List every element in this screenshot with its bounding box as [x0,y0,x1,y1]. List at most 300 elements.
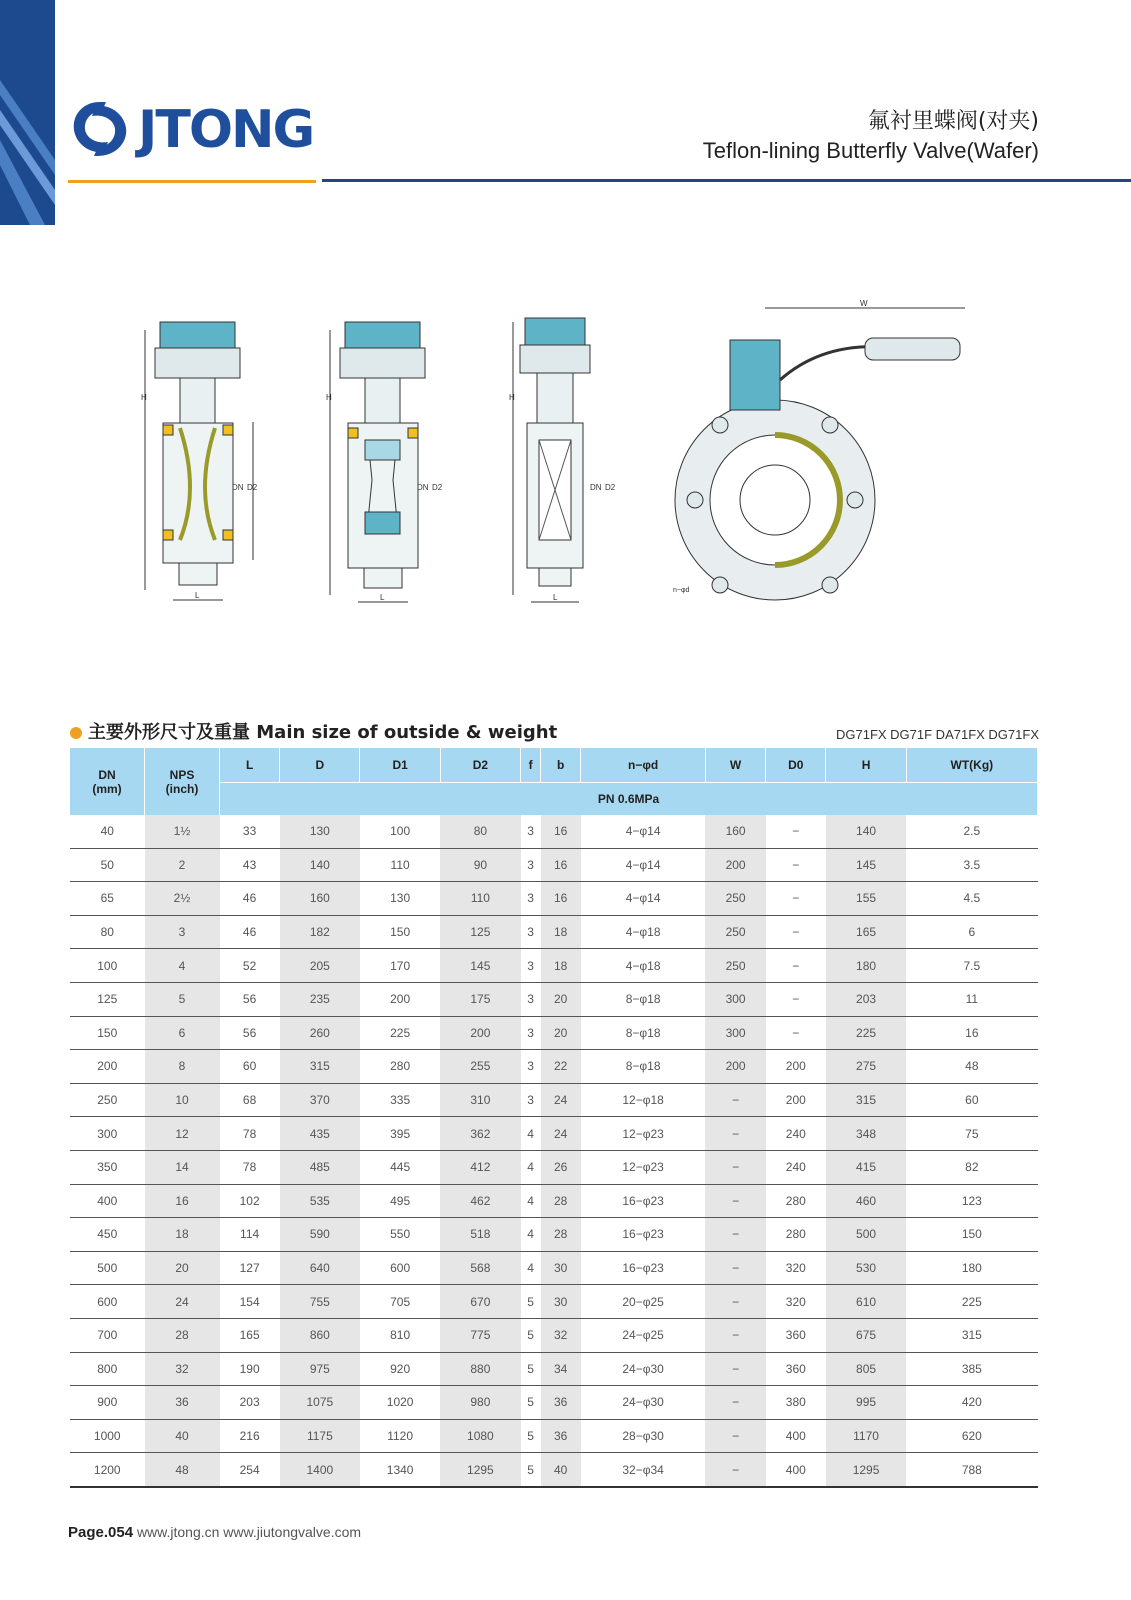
dim-label-d2-1: D2 [247,483,258,492]
table-cell: 225 [826,1016,906,1050]
table-cell: 1½ [145,815,220,848]
table-cell: 370 [280,1083,360,1117]
table-cell: 412 [440,1150,520,1184]
table-cell: 530 [826,1251,906,1285]
table-cell: 4 [521,1117,541,1151]
table-row [70,1050,1038,1084]
table-cell: − [705,1386,765,1420]
table-cell: 28 [541,1184,581,1218]
dim-label-h2: H [326,393,332,402]
table-cell: 400 [70,1184,145,1218]
table-cell: 12−φ23 [581,1117,706,1151]
table-cell: 180 [826,949,906,983]
table-cell: 5 [521,1285,541,1319]
table-cell: 500 [826,1218,906,1252]
table-cell: 123 [906,1184,1037,1218]
table-cell: 2½ [145,882,220,916]
table-cell: 32 [145,1352,220,1386]
table-cell: 1170 [826,1419,906,1453]
table-cell: 12 [145,1117,220,1151]
brand-name: JTONG [138,100,314,160]
dim-label-d2-2: D2 [432,483,443,492]
table-cell: 12−φ18 [581,1083,706,1117]
col-header-w: W [705,748,765,783]
table-cell: 65 [70,882,145,916]
table-cell: 500 [70,1251,145,1285]
table-cell: 315 [826,1083,906,1117]
table-cell: 225 [360,1016,440,1050]
table-cell: 235 [280,982,360,1016]
table-cell: 205 [280,949,360,983]
table-cell: 395 [360,1117,440,1151]
table-row [70,882,1038,916]
table-cell: 30 [541,1285,581,1319]
table-cell: 16 [541,815,581,848]
table-cell: 550 [360,1218,440,1252]
section-heading-text: 主要外形尺寸及重量 Main size of outside & weight [88,722,558,743]
table-cell: − [766,982,826,1016]
dim-label-nd: n−φd [673,587,690,594]
table-cell: − [766,1016,826,1050]
table-cell: 34 [541,1352,581,1386]
table-cell: 30 [541,1251,581,1285]
table-cell: 60 [906,1083,1037,1117]
table-cell: 6 [145,1016,220,1050]
table-cell: 80 [70,915,145,949]
page-number: Page.054 [68,1524,134,1541]
table-cell: 20 [541,982,581,1016]
page-footer [68,1524,361,1541]
table-cell: − [766,882,826,916]
table-cell: 160 [705,815,765,848]
table-cell: 310 [440,1083,520,1117]
col-header-nd: n−φd [581,748,706,783]
table-cell: 154 [220,1285,280,1319]
table-row [70,1453,1038,1487]
table-cell: 18 [541,915,581,949]
table-body [70,815,1038,1487]
table-cell: 16 [145,1184,220,1218]
table-cell: 610 [826,1285,906,1319]
table-cell: 165 [826,915,906,949]
table-cell: 125 [440,915,520,949]
table-cell: 1340 [360,1453,440,1487]
table-cell: 1000 [70,1419,145,1453]
table-cell: 350 [70,1150,145,1184]
table-cell: 145 [440,949,520,983]
table-cell: 150 [906,1218,1037,1252]
table-cell: 975 [280,1352,360,1386]
table-cell: 5 [521,1352,541,1386]
table-row [70,1218,1038,1252]
table-cell: 50 [70,848,145,882]
table-cell: 1295 [826,1453,906,1487]
table-cell: 200 [705,848,765,882]
table-cell: 775 [440,1318,520,1352]
table-cell: 16 [541,882,581,916]
table-row [70,815,1038,848]
table-cell: 82 [906,1150,1037,1184]
table-row [70,915,1038,949]
table-cell: 20−φ25 [581,1285,706,1319]
col-header-d0: D0 [766,748,826,783]
table-cell: − [705,1150,765,1184]
table-cell: 24 [541,1083,581,1117]
table-cell: 100 [70,949,145,983]
table-cell: 8 [145,1050,220,1084]
table-cell: 28−φ30 [581,1419,706,1453]
dim-label-h3: H [509,393,515,402]
table-cell: 24−φ25 [581,1318,706,1352]
table-cell: 675 [826,1318,906,1352]
table-cell: 980 [440,1386,520,1420]
table-cell: − [705,1184,765,1218]
table-cell: 200 [766,1050,826,1084]
table-cell: 80 [440,815,520,848]
table-cell: 300 [705,1016,765,1050]
table-cell: 805 [826,1352,906,1386]
table-cell: 788 [906,1453,1037,1487]
table-cell: 462 [440,1184,520,1218]
table-cell: 535 [280,1184,360,1218]
table-cell: 200 [440,1016,520,1050]
table-cell: 110 [360,848,440,882]
table-cell: 12−φ23 [581,1150,706,1184]
table-cell: 203 [826,982,906,1016]
table-cell: 705 [360,1285,440,1319]
table-cell: 3.5 [906,848,1037,882]
table-cell: − [705,1251,765,1285]
table-cell: 200 [70,1050,145,1084]
table-cell: − [705,1285,765,1319]
col-header-b: b [541,748,581,783]
table-cell: 10 [145,1083,220,1117]
table-cell: 1120 [360,1419,440,1453]
header-rule [322,179,1131,182]
table-cell: 250 [70,1083,145,1117]
table-cell: 110 [440,882,520,916]
table-cell: 385 [906,1352,1037,1386]
table-cell: 600 [70,1285,145,1319]
table-cell: 170 [360,949,440,983]
table-cell: − [705,1218,765,1252]
table-cell: − [705,1083,765,1117]
table-cell: 140 [826,815,906,848]
table-cell: 36 [541,1386,581,1420]
dim-label-l1: L [195,591,200,600]
model-numbers: DG71FX DG71F DA71FX DG71FX [835,727,1039,742]
table-cell: 56 [220,1016,280,1050]
table-cell: 14 [145,1150,220,1184]
table-cell: 203 [220,1386,280,1420]
page-title-en: Teflon-lining Butterfly Valve(Wafer) [702,138,1039,163]
table-cell: 4−φ18 [581,949,706,983]
table-cell: 3 [521,982,541,1016]
table-cell: 568 [440,1251,520,1285]
section-heading [70,718,557,744]
col-header-f: f [521,748,541,783]
table-cell: 1295 [440,1453,520,1487]
table-cell: 114 [220,1218,280,1252]
section-drawing-1 [145,322,253,600]
table-row [70,1150,1038,1184]
table-cell: 20 [145,1251,220,1285]
dimensions-table [70,748,1038,1488]
table-cell: 4 [145,949,220,983]
table-cell: 5 [521,1386,541,1420]
table-row [70,1016,1038,1050]
table-cell: 24 [145,1285,220,1319]
table-cell: 4−φ14 [581,848,706,882]
table-cell: 880 [440,1352,520,1386]
table-cell: 400 [766,1419,826,1453]
table-cell: 400 [766,1453,826,1487]
table-cell: 40 [70,815,145,848]
table-cell: 16−φ23 [581,1218,706,1252]
table-cell: 11 [906,982,1037,1016]
table-cell: 130 [360,882,440,916]
table-cell: 16 [541,848,581,882]
table-cell: 670 [440,1285,520,1319]
table-cell: 445 [360,1150,440,1184]
table-row [70,1318,1038,1352]
table-cell: 275 [826,1050,906,1084]
col-header-d1: D1 [360,748,440,783]
table-row [70,1251,1038,1285]
table-cell: 300 [705,982,765,1016]
table-cell: 315 [280,1050,360,1084]
dim-label-dn3: DN [590,483,602,492]
table-cell: − [705,1318,765,1352]
table-cell: 24−φ30 [581,1352,706,1386]
table-row [70,1083,1038,1117]
dim-label-w: W [860,300,868,308]
table-cell: 260 [280,1016,360,1050]
table-cell: 1400 [280,1453,360,1487]
table-cell: 450 [70,1218,145,1252]
valve-technical-drawings [135,300,995,620]
table-cell: 16−φ23 [581,1251,706,1285]
table-cell: 250 [705,915,765,949]
col-header-d: D [280,748,360,783]
table-cell: 240 [766,1117,826,1151]
table-cell: 3 [521,949,541,983]
table-cell: 4−φ18 [581,915,706,949]
table-cell: 68 [220,1083,280,1117]
table-cell: 32 [541,1318,581,1352]
front-view-drawing [675,308,965,600]
table-cell: 1200 [70,1453,145,1487]
table-cell: 3 [521,815,541,848]
table-cell: 18 [541,949,581,983]
table-cell: 36 [541,1419,581,1453]
table-cell: 460 [826,1184,906,1218]
table-cell: 420 [906,1386,1037,1420]
dim-label-dn2: DN [417,483,429,492]
table-cell: 320 [766,1285,826,1319]
table-cell: 18 [145,1218,220,1252]
table-row [70,1386,1038,1420]
table-cell: 130 [280,815,360,848]
table-cell: 200 [705,1050,765,1084]
table-cell: 5 [521,1419,541,1453]
table-cell: 216 [220,1419,280,1453]
table-cell: 48 [145,1453,220,1487]
table-cell: − [705,1453,765,1487]
table-cell: 127 [220,1251,280,1285]
table-cell: 920 [360,1352,440,1386]
table-cell: 8−φ18 [581,1016,706,1050]
table-cell: 28 [541,1218,581,1252]
table-cell: 900 [70,1386,145,1420]
table-cell: − [766,848,826,882]
table-cell: 145 [826,848,906,882]
table-cell: 32−φ34 [581,1453,706,1487]
dim-label-d2-3: D2 [605,483,616,492]
table-cell: 56 [220,982,280,1016]
table-cell: 3 [521,1016,541,1050]
table-cell: 16 [906,1016,1037,1050]
table-cell: 435 [280,1117,360,1151]
table-cell: 165 [220,1318,280,1352]
page-title-cn: 氟衬里蝶阀(对夹) [867,109,1039,134]
table-cell: 160 [280,882,360,916]
table-cell: 4 [521,1218,541,1252]
col-header-h: H [826,748,906,783]
table-cell: 415 [826,1150,906,1184]
table-cell: 4 [521,1150,541,1184]
table-cell: 254 [220,1453,280,1487]
col-header-d2: D2 [440,748,520,783]
table-cell: 102 [220,1184,280,1218]
table-cell: 190 [220,1352,280,1386]
table-cell: 300 [70,1117,145,1151]
table-row [70,1117,1038,1151]
table-cell: 8−φ18 [581,1050,706,1084]
table-cell: − [766,949,826,983]
table-cell: 280 [766,1218,826,1252]
table-cell: − [705,1117,765,1151]
table-cell: 200 [360,982,440,1016]
table-cell: 3 [145,915,220,949]
table-cell: 495 [360,1184,440,1218]
table-cell: 485 [280,1150,360,1184]
table-cell: 360 [766,1352,826,1386]
table-cell: 590 [280,1218,360,1252]
table-cell: − [705,1419,765,1453]
table-row [70,848,1038,882]
table-row [70,1184,1038,1218]
table-cell: 43 [220,848,280,882]
table-cell: 1020 [360,1386,440,1420]
table-cell: 380 [766,1386,826,1420]
table-cell: 2.5 [906,815,1037,848]
table-cell: 620 [906,1419,1037,1453]
table-cell: 995 [826,1386,906,1420]
table-cell: 3 [521,1050,541,1084]
table-cell: 78 [220,1117,280,1151]
table-cell: 360 [766,1318,826,1352]
table-cell: 1080 [440,1419,520,1453]
table-cell: 140 [280,848,360,882]
table-cell: 3 [521,1083,541,1117]
dim-label-h1: H [141,393,147,402]
table-cell: 33 [220,815,280,848]
table-cell: 40 [541,1453,581,1487]
table-cell: 28 [145,1318,220,1352]
table-cell: 335 [360,1083,440,1117]
table-cell: 155 [826,882,906,916]
table-cell: 518 [440,1218,520,1252]
table-cell: 1075 [280,1386,360,1420]
table-cell: 60 [220,1050,280,1084]
table-row [70,1285,1038,1319]
table-cell: 2 [145,848,220,882]
col-header-dn: DN (mm) [70,748,145,815]
table-cell: 280 [360,1050,440,1084]
table-cell: 1175 [280,1419,360,1453]
table-cell: 24 [541,1117,581,1151]
table-cell: 860 [280,1318,360,1352]
table-cell: 200 [766,1083,826,1117]
table-cell: 755 [280,1285,360,1319]
table-cell: − [705,1352,765,1386]
table-cell: 250 [705,882,765,916]
section-drawing-2 [330,322,425,602]
table-cell: 4.5 [906,882,1037,916]
table-cell: 46 [220,915,280,949]
table-cell: 280 [766,1184,826,1218]
table-cell: 24−φ30 [581,1386,706,1420]
table-cell: 640 [280,1251,360,1285]
table-cell: 78 [220,1150,280,1184]
table-cell: 348 [826,1117,906,1151]
table-cell: 700 [70,1318,145,1352]
col-header-wt: WT(Kg) [906,748,1037,783]
table-cell: 16−φ23 [581,1184,706,1218]
table-cell: 150 [70,1016,145,1050]
table-cell: 810 [360,1318,440,1352]
table-cell: 3 [521,848,541,882]
dim-label-l3: L [553,593,558,602]
table-cell: 5 [521,1318,541,1352]
table-cell: 75 [906,1117,1037,1151]
dim-label-dn1: DN [232,483,244,492]
table-cell: 5 [145,982,220,1016]
table-cell: 22 [541,1050,581,1084]
table-cell: 255 [440,1050,520,1084]
table-cell: 5 [521,1453,541,1487]
dim-label-l2: L [380,593,385,602]
table-cell: 40 [145,1419,220,1453]
table-cell: 4−φ14 [581,815,706,848]
table-cell: 6 [906,915,1037,949]
table-cell: 600 [360,1251,440,1285]
table-cell: 320 [766,1251,826,1285]
table-cell: 240 [766,1150,826,1184]
table-cell: − [766,815,826,848]
table-cell: 3 [521,882,541,916]
table-cell: 315 [906,1318,1037,1352]
table-cell: 46 [220,882,280,916]
table-cell: 150 [360,915,440,949]
table-cell: 52 [220,949,280,983]
table-cell: 800 [70,1352,145,1386]
col-header-nps: NPS (inch) [145,748,220,815]
table-cell: 100 [360,815,440,848]
table-cell: 20 [541,1016,581,1050]
table-cell: 48 [906,1050,1037,1084]
